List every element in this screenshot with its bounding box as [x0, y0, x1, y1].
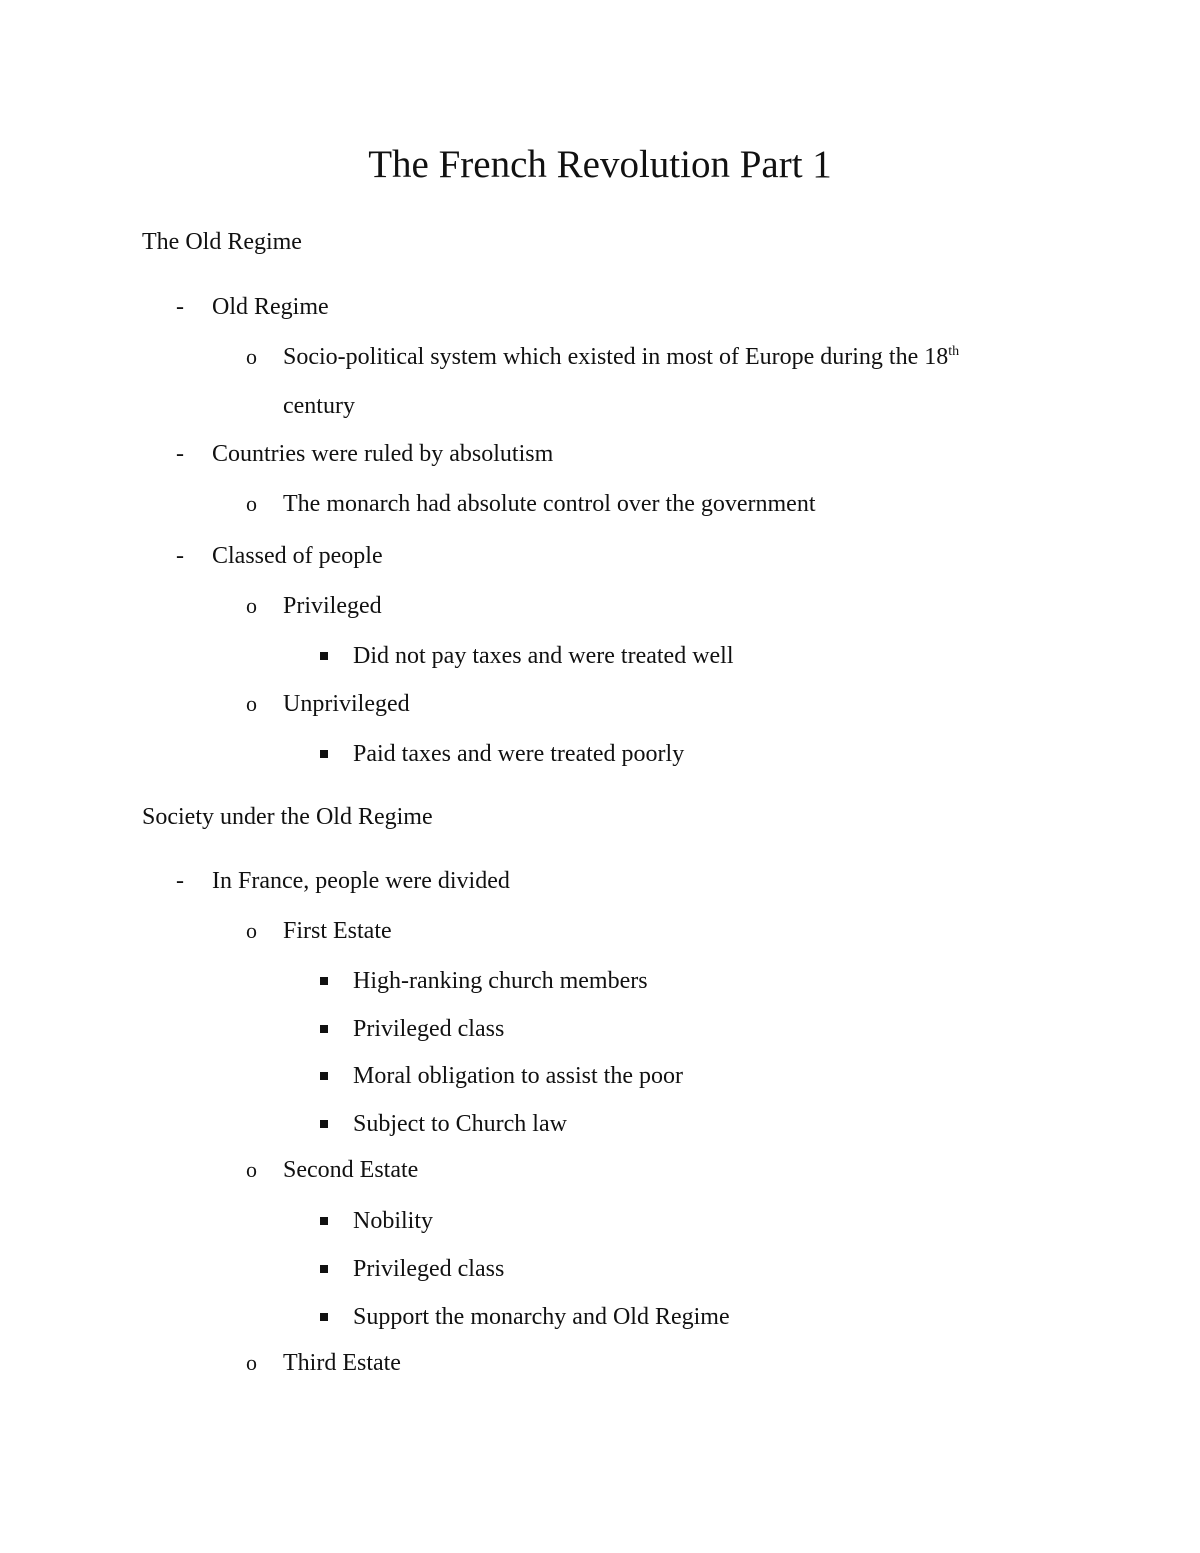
list-item: High-ranking church members — [353, 968, 648, 994]
square-bullet-icon — [320, 1265, 328, 1273]
list-item: Support the monarchy and Old Regime — [353, 1304, 730, 1330]
list-item: Third Estate — [283, 1350, 401, 1376]
list-item: Paid taxes and were treated poorly — [353, 741, 685, 767]
list-item: Nobility — [353, 1208, 434, 1234]
list-item-text: Socio-political system which existed in most of Europe during the 18 — [283, 344, 949, 370]
section-heading-society: Society under the Old Regime — [142, 804, 433, 830]
list-item: Classed of people — [212, 543, 383, 569]
circle-bullet-icon: o — [246, 691, 257, 716]
list-item: Subject to Church law — [353, 1111, 567, 1137]
superscript: th — [948, 344, 960, 359]
list-item: Moral obligation to assist the poor — [353, 1063, 683, 1089]
list-item: The monarch had absolute control over the government — [283, 491, 816, 517]
circle-bullet-icon: o — [246, 344, 257, 369]
square-bullet-icon — [320, 750, 328, 758]
circle-bullet-icon: o — [246, 1350, 257, 1375]
square-bullet-icon — [320, 1072, 328, 1080]
circle-bullet-icon: o — [246, 918, 257, 943]
list-item: Privileged class — [353, 1256, 505, 1282]
square-bullet-icon — [320, 1120, 328, 1128]
list-item: Second Estate — [283, 1157, 419, 1183]
list-item: First Estate — [283, 918, 392, 944]
list-item: Privileged — [283, 593, 382, 619]
list-item: Old Regime — [212, 294, 329, 320]
document-title: The French Revolution Part 1 — [368, 143, 832, 186]
list-item: Countries were ruled by absolutism — [212, 441, 554, 467]
list-item: In France, people were divided — [212, 868, 510, 894]
circle-bullet-icon: o — [246, 1157, 257, 1182]
list-item: Unprivileged — [283, 691, 410, 717]
list-item: Did not pay taxes and were treated well — [353, 643, 734, 669]
dash-bullet-icon: - — [176, 543, 184, 569]
square-bullet-icon — [320, 652, 328, 660]
section-heading-old-regime: The Old Regime — [142, 229, 302, 255]
circle-bullet-icon: o — [246, 593, 257, 618]
square-bullet-icon — [320, 1217, 328, 1225]
dash-bullet-icon: - — [176, 868, 184, 894]
list-item — [283, 342, 959, 372]
square-bullet-icon — [320, 977, 328, 985]
square-bullet-icon — [320, 1313, 328, 1321]
square-bullet-icon — [320, 1025, 328, 1033]
list-item-continuation: century — [283, 393, 355, 419]
list-item: Privileged class — [353, 1016, 505, 1042]
dash-bullet-icon: - — [176, 441, 184, 467]
circle-bullet-icon: o — [246, 491, 257, 516]
dash-bullet-icon: - — [176, 294, 184, 320]
